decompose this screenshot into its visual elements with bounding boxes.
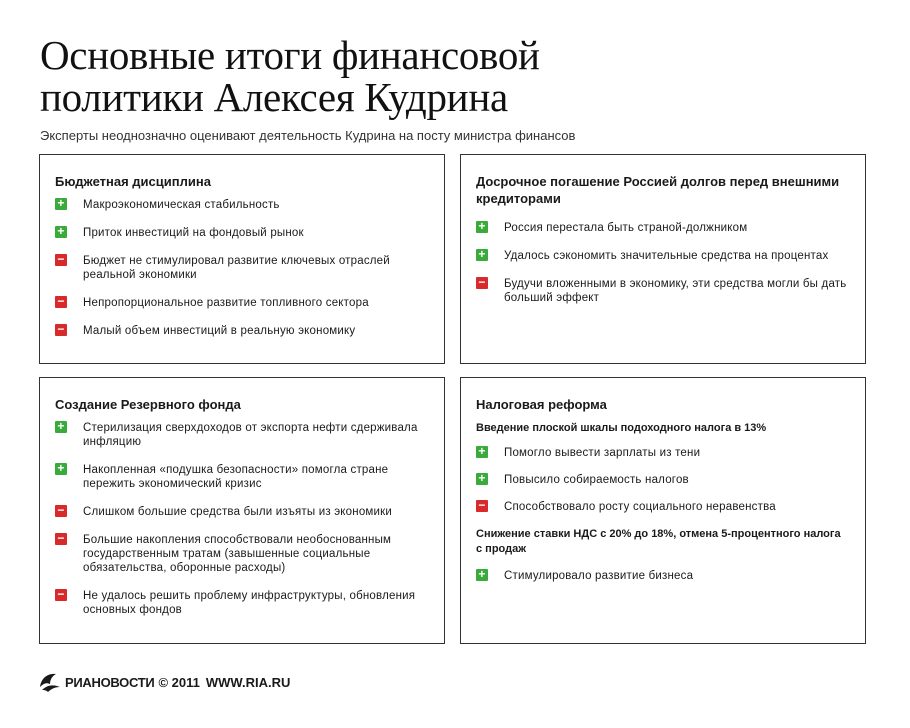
- list-item: + Стимулировало развитие бизнеса: [476, 569, 849, 583]
- list-item: − Малый объем инвестиций в реальную экономику: [55, 324, 428, 338]
- list-item: + Помогло вывести зарплаты из тени: [476, 446, 849, 460]
- plus-icon: +: [476, 221, 488, 233]
- panel-title: Досрочное погашение Россией долгов перед внешними кредиторами: [476, 174, 840, 206]
- minus-icon: −: [55, 533, 67, 545]
- item-list: [55, 421, 428, 617]
- item-list: [476, 221, 849, 305]
- panel-reserve-fund: [39, 377, 445, 644]
- list-item: − Будучи вложенными в экономику, эти средства могли бы дать больший эффект: [476, 277, 849, 305]
- list-item: + Стерилизация сверхдоходов от экспорта нефти сдерживала инфляцию: [55, 421, 428, 449]
- panel-title: Налоговая реформа: [476, 397, 607, 412]
- plus-icon: +: [55, 463, 67, 475]
- list-item: + Повысило собираемость налогов: [476, 473, 849, 487]
- list-item: − Способствовало росту социального неравенства: [476, 500, 849, 514]
- panel-budget-discipline: [39, 154, 445, 364]
- minus-icon: −: [55, 589, 67, 601]
- plus-icon: +: [55, 198, 67, 210]
- sub-heading-vat: Снижение ставки НДС с 20% до 18%, отмена 5-процентного налога с продаж: [476, 528, 841, 555]
- minus-icon: −: [55, 505, 67, 517]
- page-subtitle: Эксперты неоднозначно оценивают деятельность Кудрина на посту министра финансов: [40, 128, 576, 143]
- plus-icon: +: [476, 249, 488, 261]
- list-item: + Приток инвестиций на фондовый рынок: [55, 226, 428, 240]
- list-item: − Слишком большие средства были изъяты из экономики: [55, 505, 428, 519]
- panel-title: Создание Резервного фонда: [55, 397, 241, 412]
- sub-heading-flat-tax: Введение плоской шкалы подоходного налога в 13%: [476, 422, 767, 434]
- footer: [38, 671, 290, 693]
- list-item: + Удалось сэкономить значительные средства на процентах: [476, 249, 849, 263]
- list-item: + Россия перестала быть страной-должником: [476, 221, 849, 235]
- plus-icon: +: [476, 473, 488, 485]
- minus-icon: −: [55, 254, 67, 266]
- item-list: [55, 198, 428, 338]
- plus-icon: +: [476, 569, 488, 581]
- list-item: + Накопленная «подушка безопасности» помогла стране пережить экономический кризис: [55, 463, 428, 491]
- list-item: + Макроэкономическая стабильность: [55, 198, 428, 212]
- page-title-line-2: политики Алексея Кудрина: [40, 74, 508, 120]
- minus-icon: −: [476, 500, 488, 512]
- list-item: − Непропорциональное развитие топливного сектора: [55, 296, 428, 310]
- list-item: − Бюджет не стимулировал развитие ключевых отраслей реальной экономики: [55, 254, 428, 282]
- page-title: [40, 34, 800, 118]
- list-item: − Большие накопления способствовали необоснованным государственным тратам (завышенные социальные обязательства, оборонные расходы): [55, 533, 428, 575]
- brand-logo-text: РИАНОВОСТИ: [65, 674, 155, 690]
- minus-icon: −: [476, 277, 488, 289]
- minus-icon: −: [55, 296, 67, 308]
- copyright-text: © 2011: [158, 674, 200, 690]
- plus-icon: +: [55, 421, 67, 433]
- page-title-line-1: Основные итоги финансовой: [40, 32, 540, 78]
- ria-logo-icon: [38, 671, 62, 693]
- minus-icon: −: [55, 324, 67, 336]
- panel-title: Бюджетная дисциплина: [55, 174, 211, 189]
- plus-icon: +: [55, 226, 67, 238]
- list-item: − Не удалось решить проблему инфраструктуры, обновления основных фондов: [55, 589, 428, 617]
- plus-icon: +: [476, 446, 488, 458]
- panel-debt-repayment: [460, 154, 866, 364]
- item-list: [476, 569, 849, 583]
- item-list: [476, 446, 849, 514]
- panel-tax-reform: [460, 377, 866, 644]
- site-link[interactable]: WWW.RIA.RU: [205, 674, 291, 690]
